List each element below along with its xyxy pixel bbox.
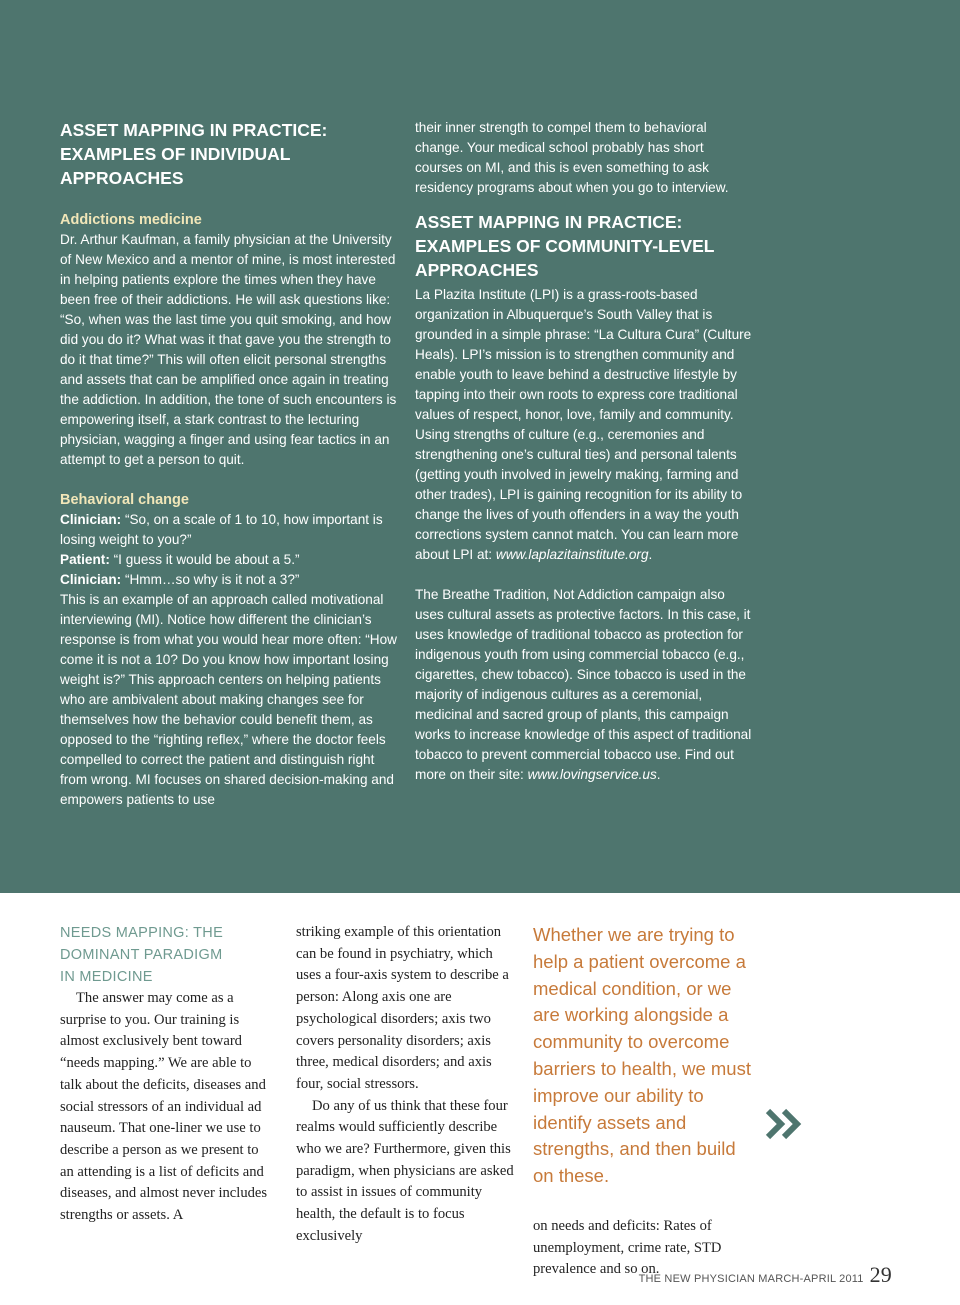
lpi-body: is a grass-roots-based organization in Albuquerque’s South Valley that is grounded in a simple phrase: “La Cultura Cura” (Culture Heals). LPI’s mission is to strengthen community and enable youth to leave behind a destructive lifestyle by tapping into their own roots to express core traditional values of respect, honor, love, family and community. Using strengths of culture (e.g., ceremonies and strengthening one’s cultural ties) and personal talents (getting youth involved in jewelry making, farming and other trades), LPI is gaining recognition for its ability to change the lives of youth offenders in a way the youth corrections system cannot match. You can learn more about LPI at:	[415, 287, 752, 562]
breathe-paragraph	[415, 585, 755, 785]
needs-mapping-heading: NEEDS MAPPING: THE DOMINANT PARADIGM IN MEDICINE	[60, 925, 224, 985]
behavioral-body: This is an example of an approach called motivational interviewing (MI). Notice how different the clinician’s response is from what you would hear more often: “How come it is not a 10? Do you know how important losing weight is?” This approach centers on helping patients who are ambivalent about making changes see for themselves how the behavior could benefit them, as opposed to the “righting reflex,” where the doctor feels compelled to correct the patient and distinguish right from wrong. MI focuses on shared decision-making and empowers patients to use	[60, 592, 397, 807]
breathe-end: .	[656, 767, 661, 782]
lower-column-3	[533, 922, 761, 1281]
lpi-name: La Plazita Institute (LPI)	[415, 287, 560, 302]
dialogue-text-3: “Hmm…so why is it not a 3?”	[121, 572, 300, 587]
lower-column-1	[60, 922, 270, 1227]
lpi-paragraph	[415, 285, 755, 565]
lpi-end: .	[648, 547, 653, 562]
individual-approaches-heading: ASSET MAPPING IN PRACTICE: EXAMPLES OF INDIVIDUAL APPROACHES	[60, 120, 328, 188]
addictions-subhead: Addictions medicine	[60, 212, 202, 228]
addictions-body: Dr. Arthur Kaufman, a family physician at the University of New Mexico and a mentor of mine, is most interested in helping patients explore the times when they have been free of their addictions. He will ask questions like: “So, when was the last time you quit smoking, and how did you do it? What was it that gave you the strength to do it that time?” This will often elicit personal strengths and assets that can be amplified once again in treating the addiction. In addition, the tone of such encounters is empowering itself, a stark contrast to the lecturing physician, wagging a finger and using fear tactics in an attempt to get a person to quit.	[60, 232, 397, 467]
dialogue-line-1	[60, 510, 398, 550]
pull-quote: Whether we are trying to help a patient overcome a medical condition, or we are working alongside a community to overcome barriers to health, we must improve our ability to identify assets and strengths, and then build on these.	[533, 924, 751, 1187]
publication-name: THE NEW PHYSICIAN MARCH-APRIL 2011	[638, 1273, 864, 1285]
speaker-clinician-2: Clinician:	[60, 572, 122, 587]
left-column	[60, 118, 398, 810]
behavioral-subhead: Behavioral change	[60, 492, 189, 508]
right-column	[415, 118, 755, 785]
speaker-clinician: Clinician:	[60, 512, 122, 527]
page-footer	[639, 1262, 892, 1288]
page-number: 29	[869, 1262, 892, 1287]
dialogue-line-3	[60, 570, 398, 590]
breathe-body: campaign also uses cultural assets as protective factors. In this case, it uses knowledge of traditional tobacco as protection for indigenous youth from using commercial tobacco (e.g., cigarettes, chew tobacco). Since tobacco is used in the majority of indigenous cultures as a ceremonial, medicinal and sacred group of plants, this campaign works to increase knowledge of this aspect of traditional tobacco to prevent commercial tobacco use. Find out more on their site:	[415, 587, 752, 782]
dialogue-text-2: “I guess it would be about a 5.”	[109, 552, 300, 567]
dialogue-line-2	[60, 550, 398, 570]
needs-deficits-text: on needs and deficits: Rates of unemployment, crime rate, STD prevalence and so on.	[533, 1217, 722, 1278]
lower-column-2	[296, 922, 514, 1248]
breathe-link[interactable]: www.lovingservice.us	[527, 767, 657, 782]
needs-body: The answer may come as a surprise to you. Our training is almost exclusively bent toward “needs mapping.” We are able to talk about the deficits, diseases and social stressors of an individual ad nauseum. That one-liner we use to describe a person as we present to an attending is a list of deficits and diseases, and almost never includes strengths or assets. A	[60, 990, 268, 1224]
realms-paragraph: Do any of us think that these four realms would sufficiently describe who we are? Furthermore, given this paradigm, when physicians are asked to assist in issues of community health, the default is to focus exclusively	[296, 1097, 514, 1244]
double-chevron-right-icon	[765, 1106, 805, 1142]
mi-continuation: their inner strength to compel them to behavioral change. Your medical school probably has short courses on MI, and this is even something to ask residency programs about when you go to interview.	[415, 120, 729, 195]
lpi-link[interactable]: www.laplazitainstitute.org	[495, 547, 649, 562]
community-approaches-heading: ASSET MAPPING IN PRACTICE: EXAMPLES OF COMMUNITY-LEVEL APPROACHES	[415, 212, 715, 280]
speaker-patient: Patient:	[60, 552, 110, 567]
breathe-name: The Breathe Tradition, Not Addiction	[415, 587, 634, 602]
dialogue-text-1: “So, on a scale of 1 to 10, how important is losing weight to you?”	[60, 512, 383, 547]
psychiatry-paragraph: striking example of this orientation can be found in psychiatry, which uses a four-axis system to describe a person: Along axis one are psychological disorders; axis two covers personality disorders; axis three, medical disorders; and axis four, social stressors.	[296, 924, 509, 1092]
